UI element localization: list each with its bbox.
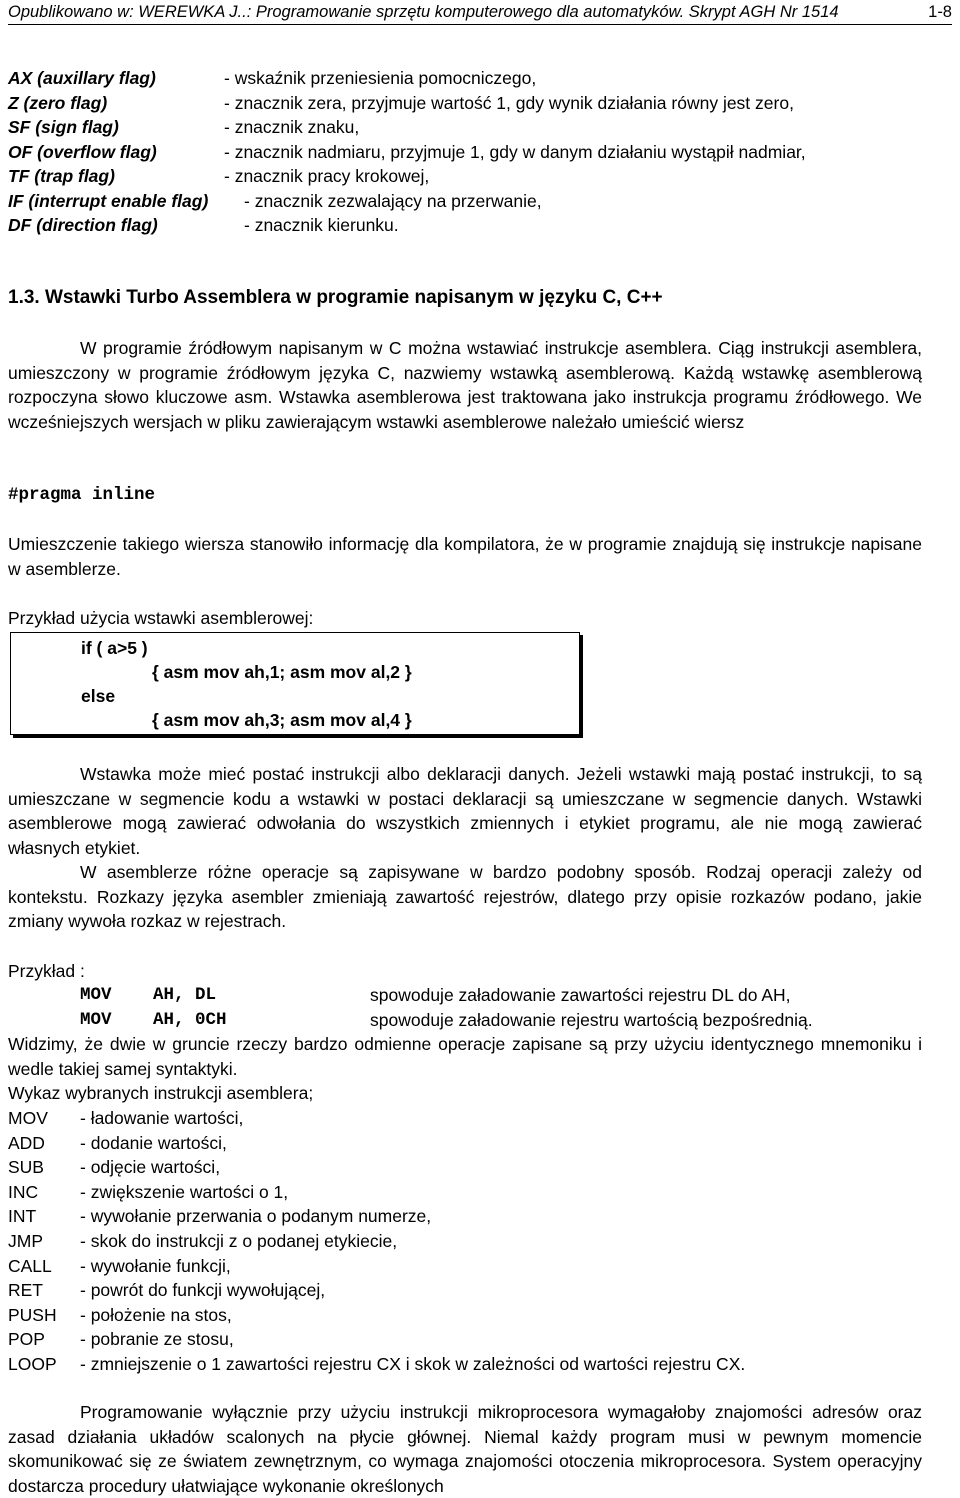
code-example-box xyxy=(10,632,580,735)
paragraph-insert-forms xyxy=(8,762,922,934)
instruction-description: - położenie na stos, xyxy=(80,1304,232,1325)
mov-example-row xyxy=(8,983,952,1008)
paragraph-pragma-explanation xyxy=(8,532,922,581)
flag-description: - znacznik pracy krokowej, xyxy=(224,166,430,186)
instruction-description: - zmniejszenie o 1 zawartości rejestru CX i skok w zależności od wartości rejestru CX. xyxy=(80,1353,746,1374)
instruction-code: RET xyxy=(8,1280,43,1301)
instruction-description: - pobranie ze stosu, xyxy=(80,1329,234,1350)
section-heading: 1.3. Wstawki Turbo Assemblera w programie napisanym w języku C, C++ xyxy=(8,287,663,308)
flag-description: - znacznik zera, przyjmuje wartość 1, gdy wynik działania równy jest zero, xyxy=(224,92,794,113)
list-item xyxy=(8,1180,952,1205)
mnemonic: MOV xyxy=(80,1010,112,1030)
flag-name: Z (zero flag) xyxy=(8,92,108,113)
mov-example-description: spowoduje załadowanie rejestru wartością bezpośrednią. xyxy=(370,1010,813,1030)
flag-row xyxy=(8,140,952,165)
header-citation: Opublikowano w: WEREWKA J..: Programowanie sprzętu komputerowego dla automatyków. Skrypt AGH Nr 1514 xyxy=(8,3,839,21)
instruction-code: ADD xyxy=(8,1132,45,1153)
list-item xyxy=(8,1278,952,1303)
paragraph-os-note xyxy=(8,1400,922,1498)
instruction-code: PUSH xyxy=(8,1304,57,1325)
flag-name: TF (trap flag) xyxy=(8,166,115,186)
paragraph-text: Programowanie wyłącznie przy użyciu instrukcji mikroprocesora wymagałoby znajomości adresów oraz zasad działania układów scalonych na płycie głównej. Niemal każdy program musi w pewnym momencie skomunikować się ze światem zewnętrznym, co wymaga znajomości otoczenia mikroprocesora. System operacyjny dostarcza procedury ułatwiające wykonanie określonych xyxy=(8,1402,922,1496)
instruction-code: LOOP xyxy=(8,1353,57,1374)
flag-row xyxy=(8,66,952,91)
flag-name: DF (direction flag) xyxy=(8,215,158,235)
flag-name: OF (overflow flag) xyxy=(8,141,157,162)
list-item xyxy=(8,1106,952,1131)
flag-list xyxy=(8,66,952,238)
page-number: 1-8 xyxy=(928,3,952,21)
list-item xyxy=(8,1327,952,1352)
mov-example-description: spowoduje załadowanie zawartości rejestru DL do AH, xyxy=(370,985,791,1005)
flag-description: - znacznik znaku, xyxy=(224,117,360,137)
instruction-description: - skok do instrukcji z o podanej etykiecie, xyxy=(80,1230,398,1251)
example-label: Przykład : xyxy=(8,961,85,981)
paragraph-text: Widzimy, że dwie w gruncie rzeczy bardzo odmienne operacje zapisane są przy użyciu identycznego mnemoniku i wedle takiej samej syntaktyki. xyxy=(8,1034,922,1079)
instruction-code: INT xyxy=(8,1206,37,1227)
instruction-description: - odjęcie wartości, xyxy=(80,1157,221,1178)
flag-row xyxy=(8,189,952,214)
instruction-list xyxy=(8,1106,952,1377)
instruction-code: SUB xyxy=(8,1157,44,1178)
instruction-description: - dodanie wartości, xyxy=(80,1132,227,1153)
list-item xyxy=(8,1352,952,1377)
flag-name: IF (interrupt enable flag) xyxy=(8,190,209,211)
code-line: { asm mov ah,1; asm mov al,2 } xyxy=(152,662,412,682)
instruction-list-intro: Wykaz wybranych instrukcji asemblera; xyxy=(8,1083,314,1103)
list-item xyxy=(8,1303,952,1328)
flag-row xyxy=(8,115,952,140)
pragma-directive: #pragma inline xyxy=(8,485,156,505)
flag-row xyxy=(8,164,952,189)
instruction-description: - wywołanie funkcji, xyxy=(80,1255,231,1276)
operands: AH, 0CH xyxy=(153,1010,227,1030)
code-line: else xyxy=(81,686,116,706)
instruction-code: POP xyxy=(8,1329,45,1350)
list-item xyxy=(8,1204,952,1229)
list-item xyxy=(8,1155,952,1180)
instruction-code: MOV xyxy=(8,1108,48,1128)
instruction-description: - ładowanie wartości, xyxy=(80,1108,244,1128)
code-line: { asm mov ah,3; asm mov al,4 } xyxy=(152,710,412,730)
paragraph-syntax-note xyxy=(8,1032,922,1081)
list-item xyxy=(8,1229,952,1254)
flag-name: AX (auxillary flag) xyxy=(8,68,156,88)
list-item xyxy=(8,1254,952,1279)
operands: AH, DL xyxy=(153,985,217,1005)
instruction-code: JMP xyxy=(8,1230,43,1251)
instruction-description: - wywołanie przerwania o podanym numerze, xyxy=(80,1206,432,1227)
mov-example-row xyxy=(8,1008,952,1033)
flag-description: - znacznik zezwalający na przerwanie, xyxy=(244,190,542,211)
instruction-description: - powrót do funkcji wywołującej, xyxy=(80,1280,326,1301)
list-item xyxy=(8,1131,952,1156)
flag-name: SF (sign flag) xyxy=(8,117,119,137)
example-label: Przykład użycia wstawki asemblerowej: xyxy=(8,608,314,628)
flag-row xyxy=(8,91,952,116)
page-header xyxy=(8,0,952,25)
instruction-code: CALL xyxy=(8,1255,52,1276)
flag-description: - znacznik kierunku. xyxy=(244,215,399,235)
paragraph-intro xyxy=(8,336,922,434)
paragraph-text: W programie źródłowym napisanym w C można wstawiać instrukcje asemblera. Ciąg instrukcji asemblera, umieszczony w programie źródłowym języka C, nazwiemy wstawką asemblerową. Każdą wstawkę asemblerową rozpoczyna słowo kluczowe asm. Wstawka asemblerowa jest traktowana jako instrukcja programu źródłowego. We wcześniejszych wersjach w pliku zawierającym wstawki asemblerowe należało umieścić wiersz xyxy=(8,338,922,432)
flag-row xyxy=(8,213,952,238)
code-line: if ( a>5 ) xyxy=(81,638,148,658)
instruction-description: - zwiększenie wartości o 1, xyxy=(80,1181,289,1202)
paragraph-text: Umieszczenie takiego wiersza stanowiło informację dla kompilatora, że w programie znajdują się instrukcje napisane w asemblerze. xyxy=(8,534,922,579)
paragraph-text: W asemblerze różne operacje są zapisywane w bardzo podobny sposób. Rodzaj operacji zależy od kontekstu. Rozkazy języka asembler zmieniają zawartość rejestrów, dlatego przy opisie rozkazów podano, jakie zmiany wywoła rozkaz w rejestrach. xyxy=(8,862,922,931)
flag-description: - znacznik nadmiaru, przyjmuje 1, gdy w danym działaniu wystąpił nadmiar, xyxy=(224,141,806,162)
instruction-code: INC xyxy=(8,1181,39,1202)
mnemonic: MOV xyxy=(80,985,112,1005)
flag-description: - wskaźnik przeniesienia pomocniczego, xyxy=(224,68,537,88)
paragraph-text: Wstawka może mieć postać instrukcji albo deklaracji danych. Jeżeli wstawki mają postać instrukcji, to są umieszczane w segmencie kodu a wstawki w postaci deklaracji są umieszczane w segmencie danych. Wstawki asemblerowe mogą zawierać odwołania do wszystkich zmiennych i etykiet programu, ale nie mogą zawierać własnych etykiet. xyxy=(8,764,922,858)
